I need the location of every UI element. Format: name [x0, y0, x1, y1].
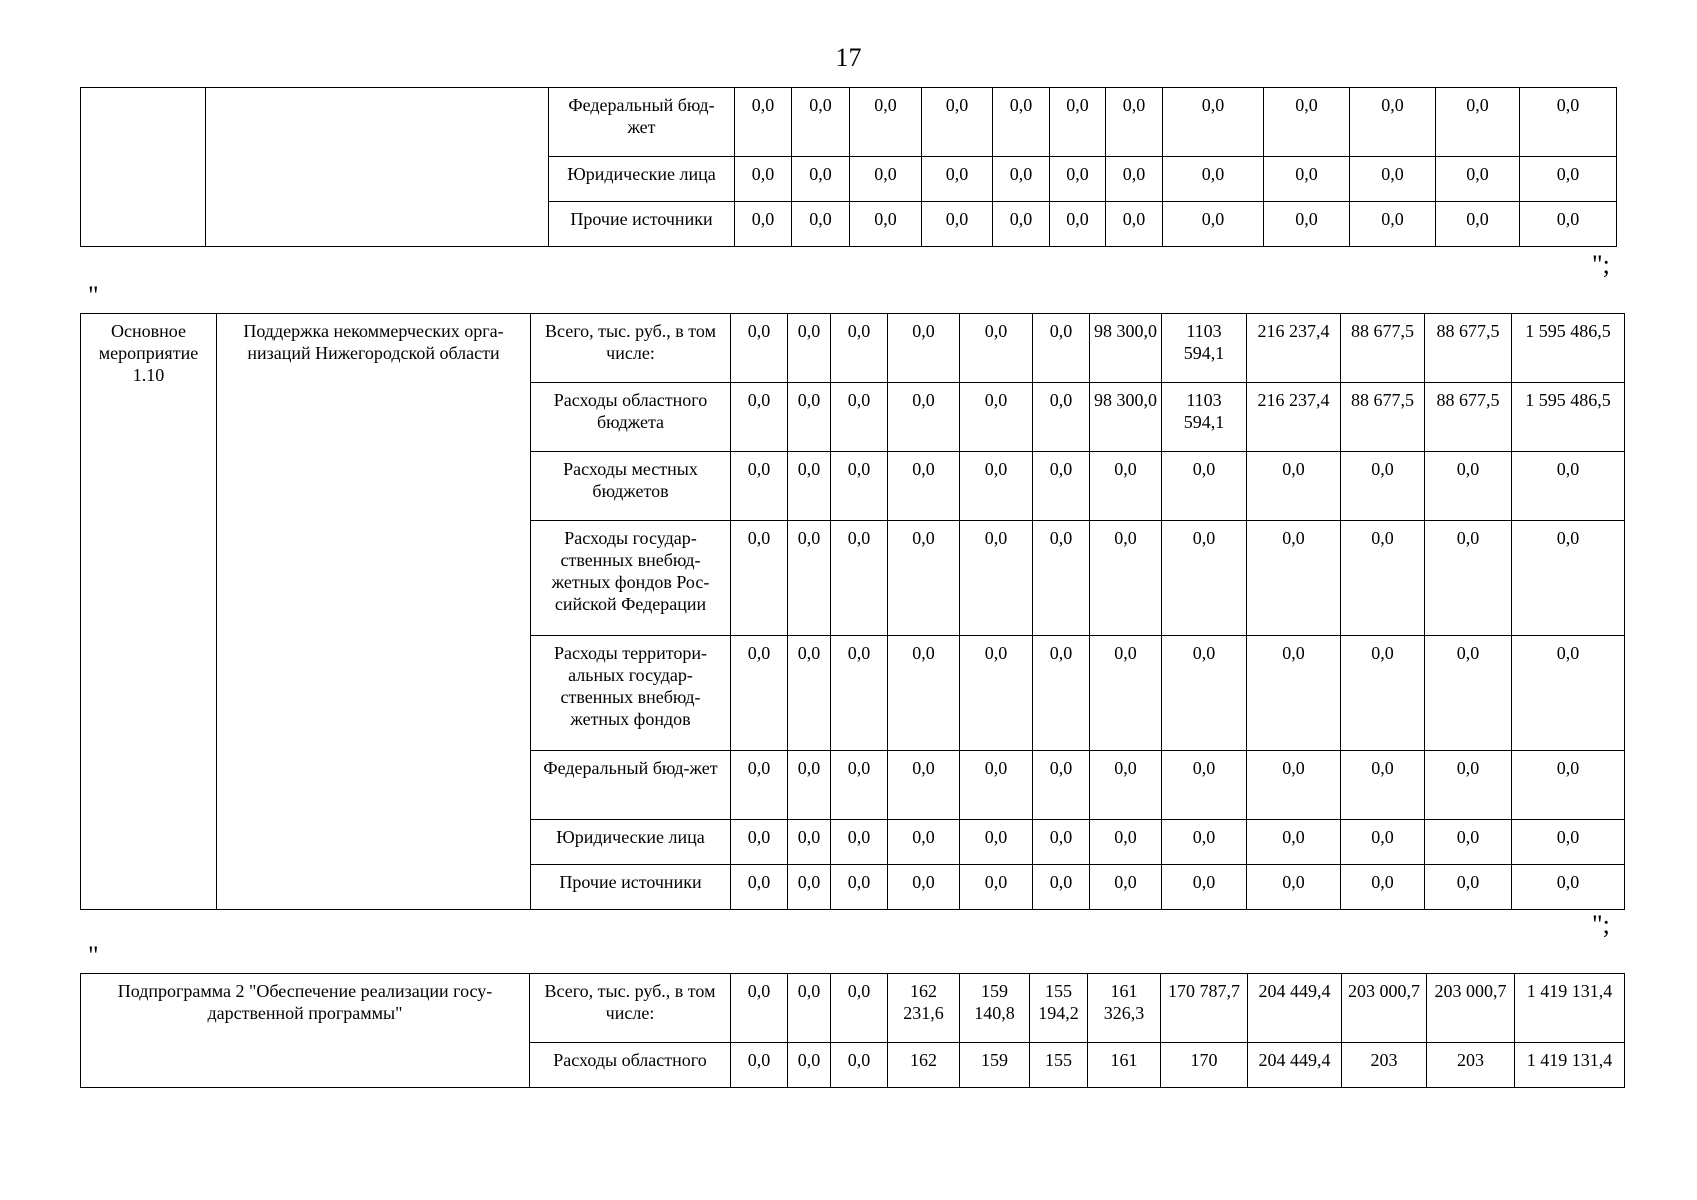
subprogram-title: Подпрограмма 2 "Обеспечение реализации госу-дарственной программы" — [81, 974, 530, 1088]
value-cell: 216 237,4 — [1247, 314, 1341, 383]
funding-table-subprogram-2 — [80, 973, 1625, 1088]
value-cell: 0,0 — [831, 1043, 888, 1088]
value-cell: 0,0 — [1425, 820, 1512, 865]
funding-table-continuation — [80, 87, 1617, 247]
value-cell: 0,0 — [831, 820, 888, 865]
source-label: Расходы областного — [530, 1043, 731, 1088]
value-cell: 0,0 — [1264, 88, 1350, 157]
value-cell: 0,0 — [1050, 157, 1106, 202]
value-cell: 170 787,7 — [1161, 974, 1248, 1043]
value-cell: 0,0 — [1436, 202, 1520, 247]
value-cell: 0,0 — [1050, 88, 1106, 157]
value-cell: 204 449,4 — [1248, 1043, 1342, 1088]
value-cell: 203 000,7 — [1427, 974, 1515, 1043]
value-cell: 203 000,7 — [1342, 974, 1427, 1043]
value-cell: 98 300,0 — [1090, 383, 1162, 452]
source-label: Расходы областного бюджета — [531, 383, 731, 452]
value-cell: 0,0 — [831, 636, 888, 751]
source-label: Прочие источники — [549, 202, 735, 247]
value-cell: 0,0 — [731, 820, 788, 865]
value-cell: 88 677,5 — [1341, 314, 1425, 383]
value-cell: 0,0 — [1163, 157, 1264, 202]
value-cell: 0,0 — [731, 1043, 788, 1088]
value-cell: 88 677,5 — [1425, 383, 1512, 452]
value-cell: 216 237,4 — [1247, 383, 1341, 452]
source-label: Прочие источники — [531, 865, 731, 910]
value-cell: 0,0 — [1090, 636, 1162, 751]
source-label: Расходы государ-ственных внебюд-жетных фондов Рос-сийской Федерации — [531, 521, 731, 636]
value-cell: 0,0 — [1247, 636, 1341, 751]
value-cell: 0,0 — [788, 314, 831, 383]
value-cell: 0,0 — [888, 751, 960, 820]
value-cell: 1 595 486,5 — [1512, 314, 1625, 383]
value-cell: 0,0 — [1162, 521, 1247, 636]
value-cell: 0,0 — [850, 157, 922, 202]
table-row — [81, 974, 1625, 1043]
value-cell: 0,0 — [1033, 314, 1090, 383]
value-cell: 203 — [1427, 1043, 1515, 1088]
value-cell: 0,0 — [792, 202, 850, 247]
value-cell: 0,0 — [792, 157, 850, 202]
value-cell: 0,0 — [1090, 751, 1162, 820]
value-cell: 0,0 — [1162, 636, 1247, 751]
value-cell: 161 326,3 — [1088, 974, 1161, 1043]
opening-quote: " — [88, 941, 99, 970]
value-cell: 0,0 — [888, 521, 960, 636]
value-cell: 0,0 — [1425, 452, 1512, 521]
value-cell: 0,0 — [1162, 820, 1247, 865]
value-cell: 0,0 — [1512, 521, 1625, 636]
activity-name: Поддержка некоммерческих орга-низаций Нижегородской области — [217, 314, 531, 910]
value-cell: 0,0 — [1436, 157, 1520, 202]
source-label: Юридические лица — [531, 820, 731, 865]
opening-quote: " — [88, 281, 99, 310]
value-cell: 0,0 — [831, 314, 888, 383]
value-cell: 0,0 — [960, 314, 1033, 383]
value-cell: 0,0 — [731, 314, 788, 383]
value-cell: 98 300,0 — [1090, 314, 1162, 383]
value-cell: 0,0 — [888, 636, 960, 751]
value-cell: 0,0 — [788, 636, 831, 751]
value-cell: 159 140,8 — [960, 974, 1030, 1043]
value-cell: 0,0 — [888, 383, 960, 452]
value-cell: 0,0 — [1106, 157, 1163, 202]
blank-cell — [81, 88, 206, 247]
value-cell: 0,0 — [1090, 820, 1162, 865]
value-cell: 0,0 — [1264, 202, 1350, 247]
value-cell: 155 — [1030, 1043, 1088, 1088]
table-row — [81, 314, 1625, 383]
value-cell: 0,0 — [1520, 157, 1617, 202]
value-cell: 1103 594,1 — [1162, 314, 1247, 383]
value-cell: 0,0 — [831, 974, 888, 1043]
value-cell: 0,0 — [850, 88, 922, 157]
value-cell: 162 231,6 — [888, 974, 960, 1043]
value-cell: 0,0 — [1512, 452, 1625, 521]
value-cell: 0,0 — [731, 751, 788, 820]
value-cell: 0,0 — [1162, 751, 1247, 820]
value-cell: 0,0 — [1247, 751, 1341, 820]
value-cell: 0,0 — [960, 751, 1033, 820]
value-cell: 0,0 — [1090, 521, 1162, 636]
value-cell: 0,0 — [1512, 820, 1625, 865]
closing-quote: "; — [1592, 910, 1610, 939]
source-label: Расходы территори-альных государ-ственных внебюд-жетных фондов — [531, 636, 731, 751]
value-cell: 0,0 — [888, 865, 960, 910]
page-number: 17 — [835, 43, 862, 72]
value-cell: 0,0 — [993, 157, 1050, 202]
value-cell: 0,0 — [831, 521, 888, 636]
value-cell: 0,0 — [788, 1043, 831, 1088]
value-cell: 88 677,5 — [1341, 383, 1425, 452]
value-cell: 0,0 — [1033, 751, 1090, 820]
value-cell: 0,0 — [1106, 88, 1163, 157]
value-cell: 0,0 — [1512, 636, 1625, 751]
funding-table-activity-1-10 — [80, 313, 1625, 910]
source-label: Юридические лица — [549, 157, 735, 202]
value-cell: 0,0 — [1264, 157, 1350, 202]
value-cell: 0,0 — [1341, 521, 1425, 636]
source-label: Всего, тыс. руб., в том числе: — [531, 314, 731, 383]
value-cell: 0,0 — [831, 751, 888, 820]
value-cell: 0,0 — [1247, 820, 1341, 865]
value-cell: 0,0 — [1425, 521, 1512, 636]
value-cell: 0,0 — [1341, 865, 1425, 910]
value-cell: 155 194,2 — [1030, 974, 1088, 1043]
source-label: Федеральный бюд-жет — [549, 88, 735, 157]
value-cell: 0,0 — [788, 452, 831, 521]
value-cell: 0,0 — [731, 521, 788, 636]
value-cell: 0,0 — [888, 820, 960, 865]
value-cell: 0,0 — [1341, 820, 1425, 865]
value-cell: 0,0 — [788, 383, 831, 452]
activity-code: Основное мероприятие 1.10 — [81, 314, 217, 910]
value-cell: 0,0 — [888, 314, 960, 383]
value-cell: 0,0 — [1425, 751, 1512, 820]
value-cell: 0,0 — [1163, 202, 1264, 247]
value-cell: 0,0 — [960, 820, 1033, 865]
value-cell: 0,0 — [960, 636, 1033, 751]
value-cell: 161 — [1088, 1043, 1161, 1088]
value-cell: 0,0 — [1162, 452, 1247, 521]
value-cell: 0,0 — [850, 202, 922, 247]
value-cell: 0,0 — [1341, 636, 1425, 751]
value-cell: 0,0 — [735, 202, 792, 247]
value-cell: 1 419 131,4 — [1515, 1043, 1625, 1088]
value-cell: 204 449,4 — [1248, 974, 1342, 1043]
value-cell: 0,0 — [1033, 383, 1090, 452]
value-cell: 0,0 — [788, 820, 831, 865]
value-cell: 0,0 — [1033, 865, 1090, 910]
value-cell: 0,0 — [960, 452, 1033, 521]
value-cell: 0,0 — [1162, 865, 1247, 910]
value-cell: 0,0 — [1163, 88, 1264, 157]
value-cell: 0,0 — [1512, 751, 1625, 820]
value-cell: 162 — [888, 1043, 960, 1088]
value-cell: 0,0 — [888, 452, 960, 521]
value-cell: 0,0 — [993, 88, 1050, 157]
value-cell: 0,0 — [922, 157, 993, 202]
value-cell: 0,0 — [831, 383, 888, 452]
value-cell: 0,0 — [960, 383, 1033, 452]
value-cell: 0,0 — [788, 974, 831, 1043]
value-cell: 0,0 — [1425, 865, 1512, 910]
value-cell: 0,0 — [1350, 202, 1436, 247]
value-cell: 0,0 — [1341, 452, 1425, 521]
value-cell: 0,0 — [1520, 88, 1617, 157]
value-cell: 159 — [960, 1043, 1030, 1088]
value-cell: 0,0 — [922, 202, 993, 247]
value-cell: 0,0 — [993, 202, 1050, 247]
value-cell: 0,0 — [922, 88, 993, 157]
value-cell: 0,0 — [1033, 521, 1090, 636]
value-cell: 1 419 131,4 — [1515, 974, 1625, 1043]
value-cell: 0,0 — [1247, 865, 1341, 910]
value-cell: 0,0 — [1033, 452, 1090, 521]
value-cell: 0,0 — [831, 452, 888, 521]
value-cell: 0,0 — [735, 157, 792, 202]
value-cell: 0,0 — [1425, 636, 1512, 751]
value-cell: 0,0 — [731, 383, 788, 452]
value-cell: 0,0 — [1341, 751, 1425, 820]
value-cell: 1103 594,1 — [1162, 383, 1247, 452]
value-cell: 0,0 — [1033, 636, 1090, 751]
value-cell: 88 677,5 — [1425, 314, 1512, 383]
blank-cell — [206, 88, 549, 247]
value-cell: 0,0 — [831, 865, 888, 910]
source-label: Федеральный бюд-жет — [531, 751, 731, 820]
closing-quote: "; — [1592, 250, 1610, 279]
value-cell: 0,0 — [1350, 157, 1436, 202]
value-cell: 0,0 — [1247, 521, 1341, 636]
value-cell: 0,0 — [1050, 202, 1106, 247]
value-cell: 0,0 — [735, 88, 792, 157]
value-cell: 1 595 486,5 — [1512, 383, 1625, 452]
value-cell: 0,0 — [1247, 452, 1341, 521]
value-cell: 0,0 — [1350, 88, 1436, 157]
value-cell: 0,0 — [731, 636, 788, 751]
source-label: Всего, тыс. руб., в том числе: — [530, 974, 731, 1043]
value-cell: 0,0 — [731, 974, 788, 1043]
value-cell: 0,0 — [788, 865, 831, 910]
value-cell: 0,0 — [788, 751, 831, 820]
value-cell: 0,0 — [1090, 865, 1162, 910]
value-cell: 0,0 — [1520, 202, 1617, 247]
value-cell: 0,0 — [731, 865, 788, 910]
value-cell: 0,0 — [1106, 202, 1163, 247]
value-cell: 170 — [1161, 1043, 1248, 1088]
value-cell: 0,0 — [960, 865, 1033, 910]
source-label: Расходы местных бюджетов — [531, 452, 731, 521]
value-cell: 0,0 — [1090, 452, 1162, 521]
value-cell: 0,0 — [1033, 820, 1090, 865]
value-cell: 0,0 — [788, 521, 831, 636]
value-cell: 0,0 — [1436, 88, 1520, 157]
value-cell: 0,0 — [792, 88, 850, 157]
table-row — [81, 88, 1617, 157]
value-cell: 203 — [1342, 1043, 1427, 1088]
value-cell: 0,0 — [731, 452, 788, 521]
value-cell: 0,0 — [960, 521, 1033, 636]
value-cell: 0,0 — [1512, 865, 1625, 910]
